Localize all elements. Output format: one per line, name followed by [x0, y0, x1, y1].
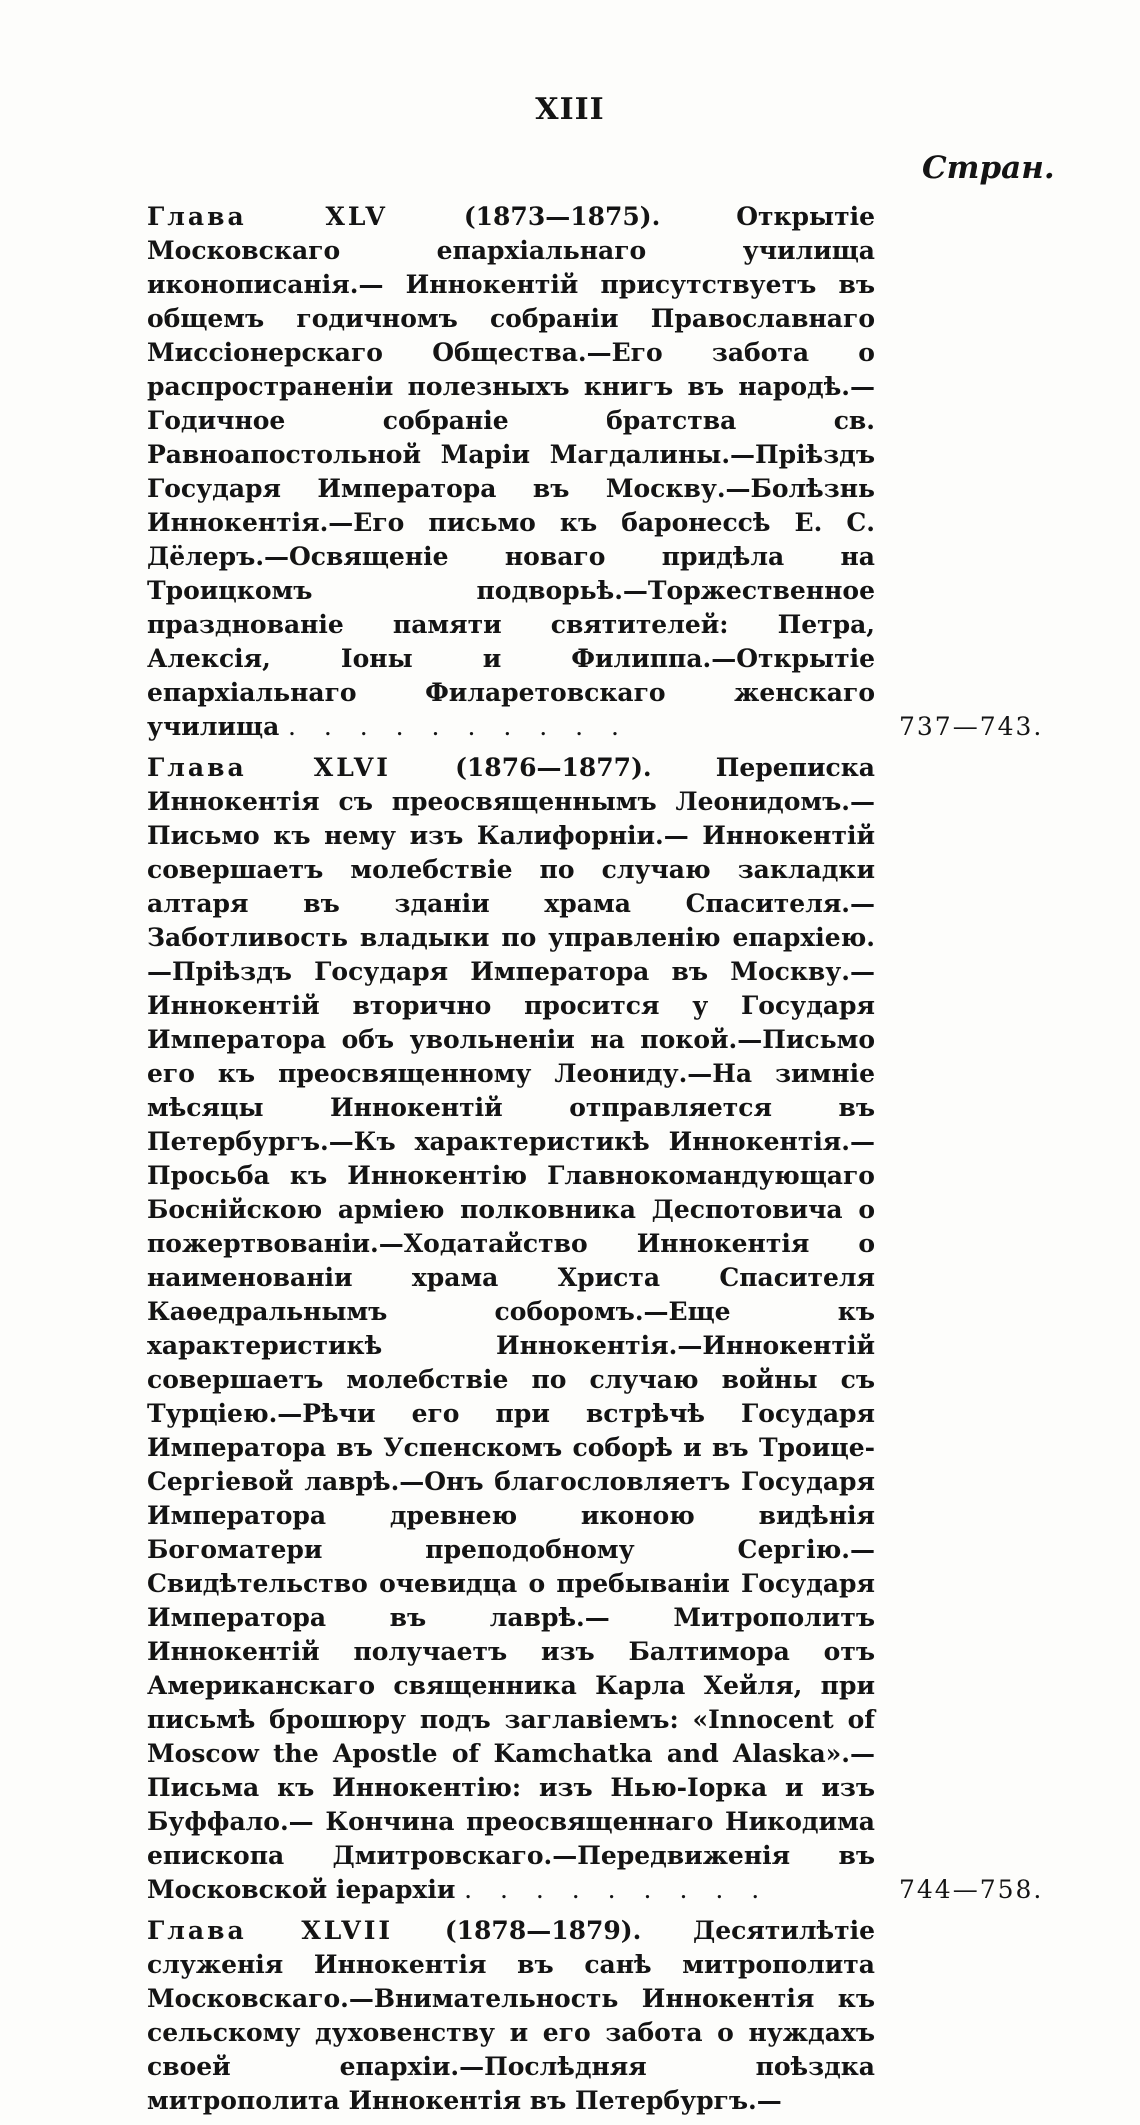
chapter-years: (1876—1877). [455, 753, 652, 782]
chapter-years: (1878—1879). [444, 1916, 642, 1945]
page-range: 737—743. [899, 712, 1044, 741]
page-range: 744—758. [899, 1875, 1044, 1904]
pages-column-header: Стран. [922, 150, 1055, 186]
page-number: XIII [535, 92, 605, 127]
table-of-contents [147, 200, 1044, 2125]
chapter-years: (1873—1875). [463, 202, 661, 231]
chapter-summary: Открытіе Московскаго епархіальнаго училища иконописанія.— Иннокентій присутствуетъ въ общемъ годичномъ собраніи Православнаго Миссіонерскаго Общества.—Его забота о распространеніи полезныхъ книгъ въ народѣ.—Годичное собраніе братства св. Равноапостольной Маріи Магдалины.—Пріѣздъ Государя Императора въ Москву.—Болѣзнь Иннокентія.—Его письмо къ баронессѣ Е. С. Дёлеръ.—Освященіе новаго придѣла на Троицкомъ подворьѣ.—Торжественное празднованіе памяти святителей: Петра, Алексія, Іоны и Филиппа.—Открытіе епархіальнаго Филаретовскаго женскаго училища [147, 202, 875, 741]
chapter-heading: Глава XLV [147, 202, 388, 231]
chapter-summary: Десятилѣтіе служенія Иннокентія въ санѣ митрополита Московскаго.—Внимательность Иннокентія къ сельскому духовенству и его забота о нуждахъ своей епархіи.—Послѣдняя поѣздка митрополита Иннокентія въ Петербургъ.— [147, 1916, 875, 2115]
chapter-summary: Переписка Иннокентія съ преосвященнымъ Леонидомъ.—Письмо къ нему изъ Калифорніи.— Иннокентій совершаетъ молебствіе по случаю закладки алтаря въ зданіи храма Спасителя.—Заботливость владыки по управленію епархіею.—Пріѣздъ Государя Императора въ Москву.—Иннокентій вторично просится у Государя Императора объ увольненіи на покой.—Письмо его къ преосвященному Леониду.—На зимніе мѣсяцы Иннокентій отправляется въ Петербургъ.—Къ характеристикѣ Иннокентія.—Просьба къ Иннокентію Главнокомандующаго Боснійскою арміею полковника Деспотовича о пожертвованіи.—Ходатайство Иннокентія о наименованіи храма Христа Спасителя Каѳедральнымъ соборомъ.—Еще къ характеристикѣ Иннокентія.—Иннокентій совершаетъ молебствіе по случаю войны съ Турціею.—Рѣчи его при встрѣчѣ Государя Императора въ Успенскомъ соборѣ и въ Троице-Сергіевой лаврѣ.—Онъ благословляетъ Государя Императора древнею иконою видѣнія Богоматери преподобному Сергію.—Свидѣтельство очевидца о пребываніи Государя Императора въ лаврѣ.— Митрополитъ Иннокентій получаетъ изъ Балтимора отъ Американскаго священника Карла Хейля, при письмѣ брошюру подъ заглавіемъ: «Innocent of Moscow the Apostle of Kamchatka and Alaska».—Письма къ Иннокентію: изъ Нью-Іорка и изъ Буффало.— Кончина преосвященнаго Никодима епископа Дмитровскаго.—Передвиженія въ Московской іерархіи [147, 753, 875, 1904]
chapter-heading: Глава XLVII [147, 1916, 394, 1945]
chapter-entry-45 [147, 200, 1044, 744]
chapter-entry-46 [147, 751, 1044, 1907]
chapter-entry-47 [147, 1914, 875, 2118]
leader-dots: . . . . . . . . . . [287, 712, 629, 741]
leader-dots: . . . . . . . . . [464, 1875, 770, 1904]
chapter-heading: Глава XLVI [147, 753, 391, 782]
